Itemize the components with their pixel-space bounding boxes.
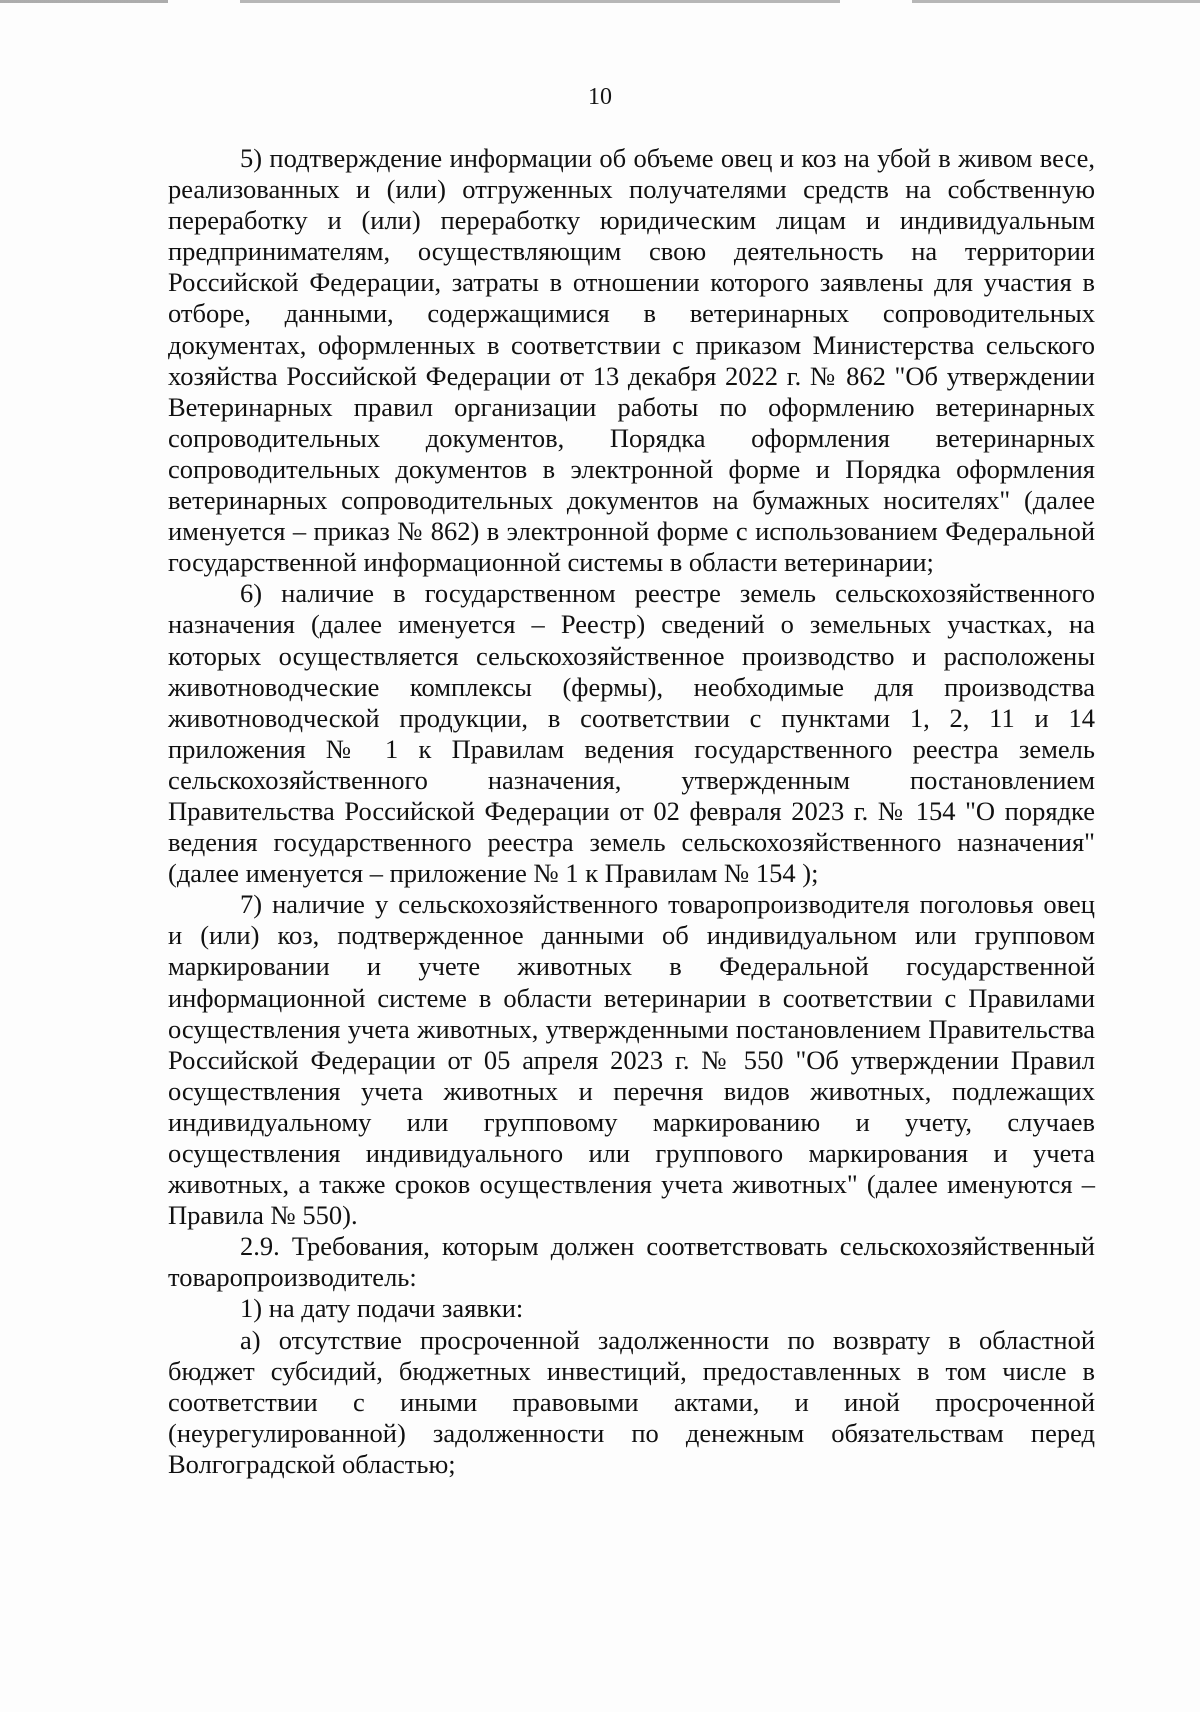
paragraph-item-6: 6) наличие в государственном реестре земель сельскохозяйственного назначения (далее именуется – Реестр) сведений о земельных участках, на которых осуществляется сельскохозяйственное производство и расположены животноводческие комплексы (фермы), необходимые для производства животноводческой продукции, в соответствии с пунктами 1, 2, 11 и 14 приложения № 1 к Правилам ведения государственного реестра земель сельскохозяйственного назначения, утвержденным постановлением Правительства Российской Федерации от 02 февраля 2023 г. № 154 "О порядке ведения государственного реестра земель сельскохозяйственного назначения" (далее именуется – приложение № 1 к Правилам № 154 );: [168, 578, 1095, 889]
paragraph-subitem-1: 1) на дату подачи заявки:: [240, 1293, 524, 1324]
paragraph-subitem-a: а) отсутствие просроченной задолженности по возврату в областной бюджет субсидий, бюджетных инвестиций, предоставленных в том числе в соответствии с иными правовыми актами, и иной просроченной (неурегулированной) задолженности по денежным обязательствам перед Волгоградской областью;: [168, 1324, 1095, 1479]
scan-edge-line: [0, 0, 1200, 3]
paragraph-section-2-9: 2.9. Требования, которым должен соответствовать сельскохозяйственный товаропроизводитель:: [168, 1231, 1095, 1293]
paragraph-item-5: 5) подтверждение информации об объеме овец и коз на убой в живом весе, реализованных и (или) отгруженных получателями средств на собственную переработку и (или) переработку юридическим лицам и индивидуальным предпринимателям, осуществляющим свою деятельность на территории Российской Федерации, затраты в отношении которого заявлены для участия в отборе, данными, содержащимися в ветеринарных сопроводительных документах, оформленных в соответствии с приказом Министерства сельского хозяйства Российской Федерации от 13 декабря 2022 г. № 862 "Об утверждении Ветеринарных правил организации работы по оформлению ветеринарных сопроводительных документов, Порядка оформления ветеринарных сопроводительных документов в электронной форме и Порядка оформления ветеринарных сопроводительных документов на бумажных носителях" (далее именуется – приказ № 862) в электронной форме с использованием Федеральной государственной информационной системы в области ветеринарии;: [168, 143, 1095, 578]
paragraph-item-7: 7) наличие у сельскохозяйственного товаропроизводителя поголовья овец и (или) коз, подтвержденное данными об индивидуальном или групповом маркировании и учете животных в Федеральной государственной информационной системе в области ветеринарии в соответствии с Правилами осуществления учета животных, утвержденными постановлением Правительства Российской Федерации от 05 апреля 2023 г. № 550 "Об утверждении Правил осуществления учета животных и перечня видов животных, подлежащих индивидуальному или групповому маркированию и учету, случаев осуществления индивидуального или группового маркирования и учета животных, а также сроков осуществления учета животных" (далее именуются – Правила № 550).: [168, 889, 1095, 1231]
document-body: [168, 143, 1095, 1480]
page-number: 10: [588, 84, 612, 110]
